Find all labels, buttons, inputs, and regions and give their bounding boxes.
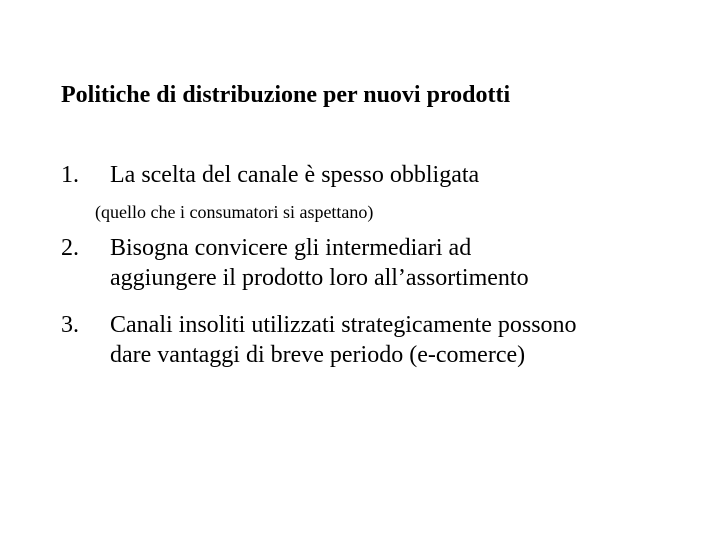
list-number-3: 3. [61, 312, 79, 338]
list-note-1: (quello che i consumatori si aspettano) [95, 202, 374, 222]
list-text-3-line-1: Canali insoliti utilizzati strategicamente possono [110, 312, 577, 338]
list-number-1: 1. [61, 162, 79, 188]
list-text-3-line-2: dare vantaggi di breve periodo (e-comerce) [110, 342, 526, 368]
list-text-2-line-1: Bisogna convicere gli intermediari ad [110, 235, 472, 261]
slide-title: Politiche di distribuzione per nuovi prodotti [61, 82, 511, 108]
list-number-2: 2. [61, 235, 79, 261]
list-text-2 [110, 233, 529, 293]
list-text-3 [110, 310, 577, 370]
list-text-1-line-1: La scelta del canale è spesso obbligata [110, 162, 480, 188]
list-text-2-line-2: aggiungere il prodotto loro all’assortimento [110, 265, 529, 291]
